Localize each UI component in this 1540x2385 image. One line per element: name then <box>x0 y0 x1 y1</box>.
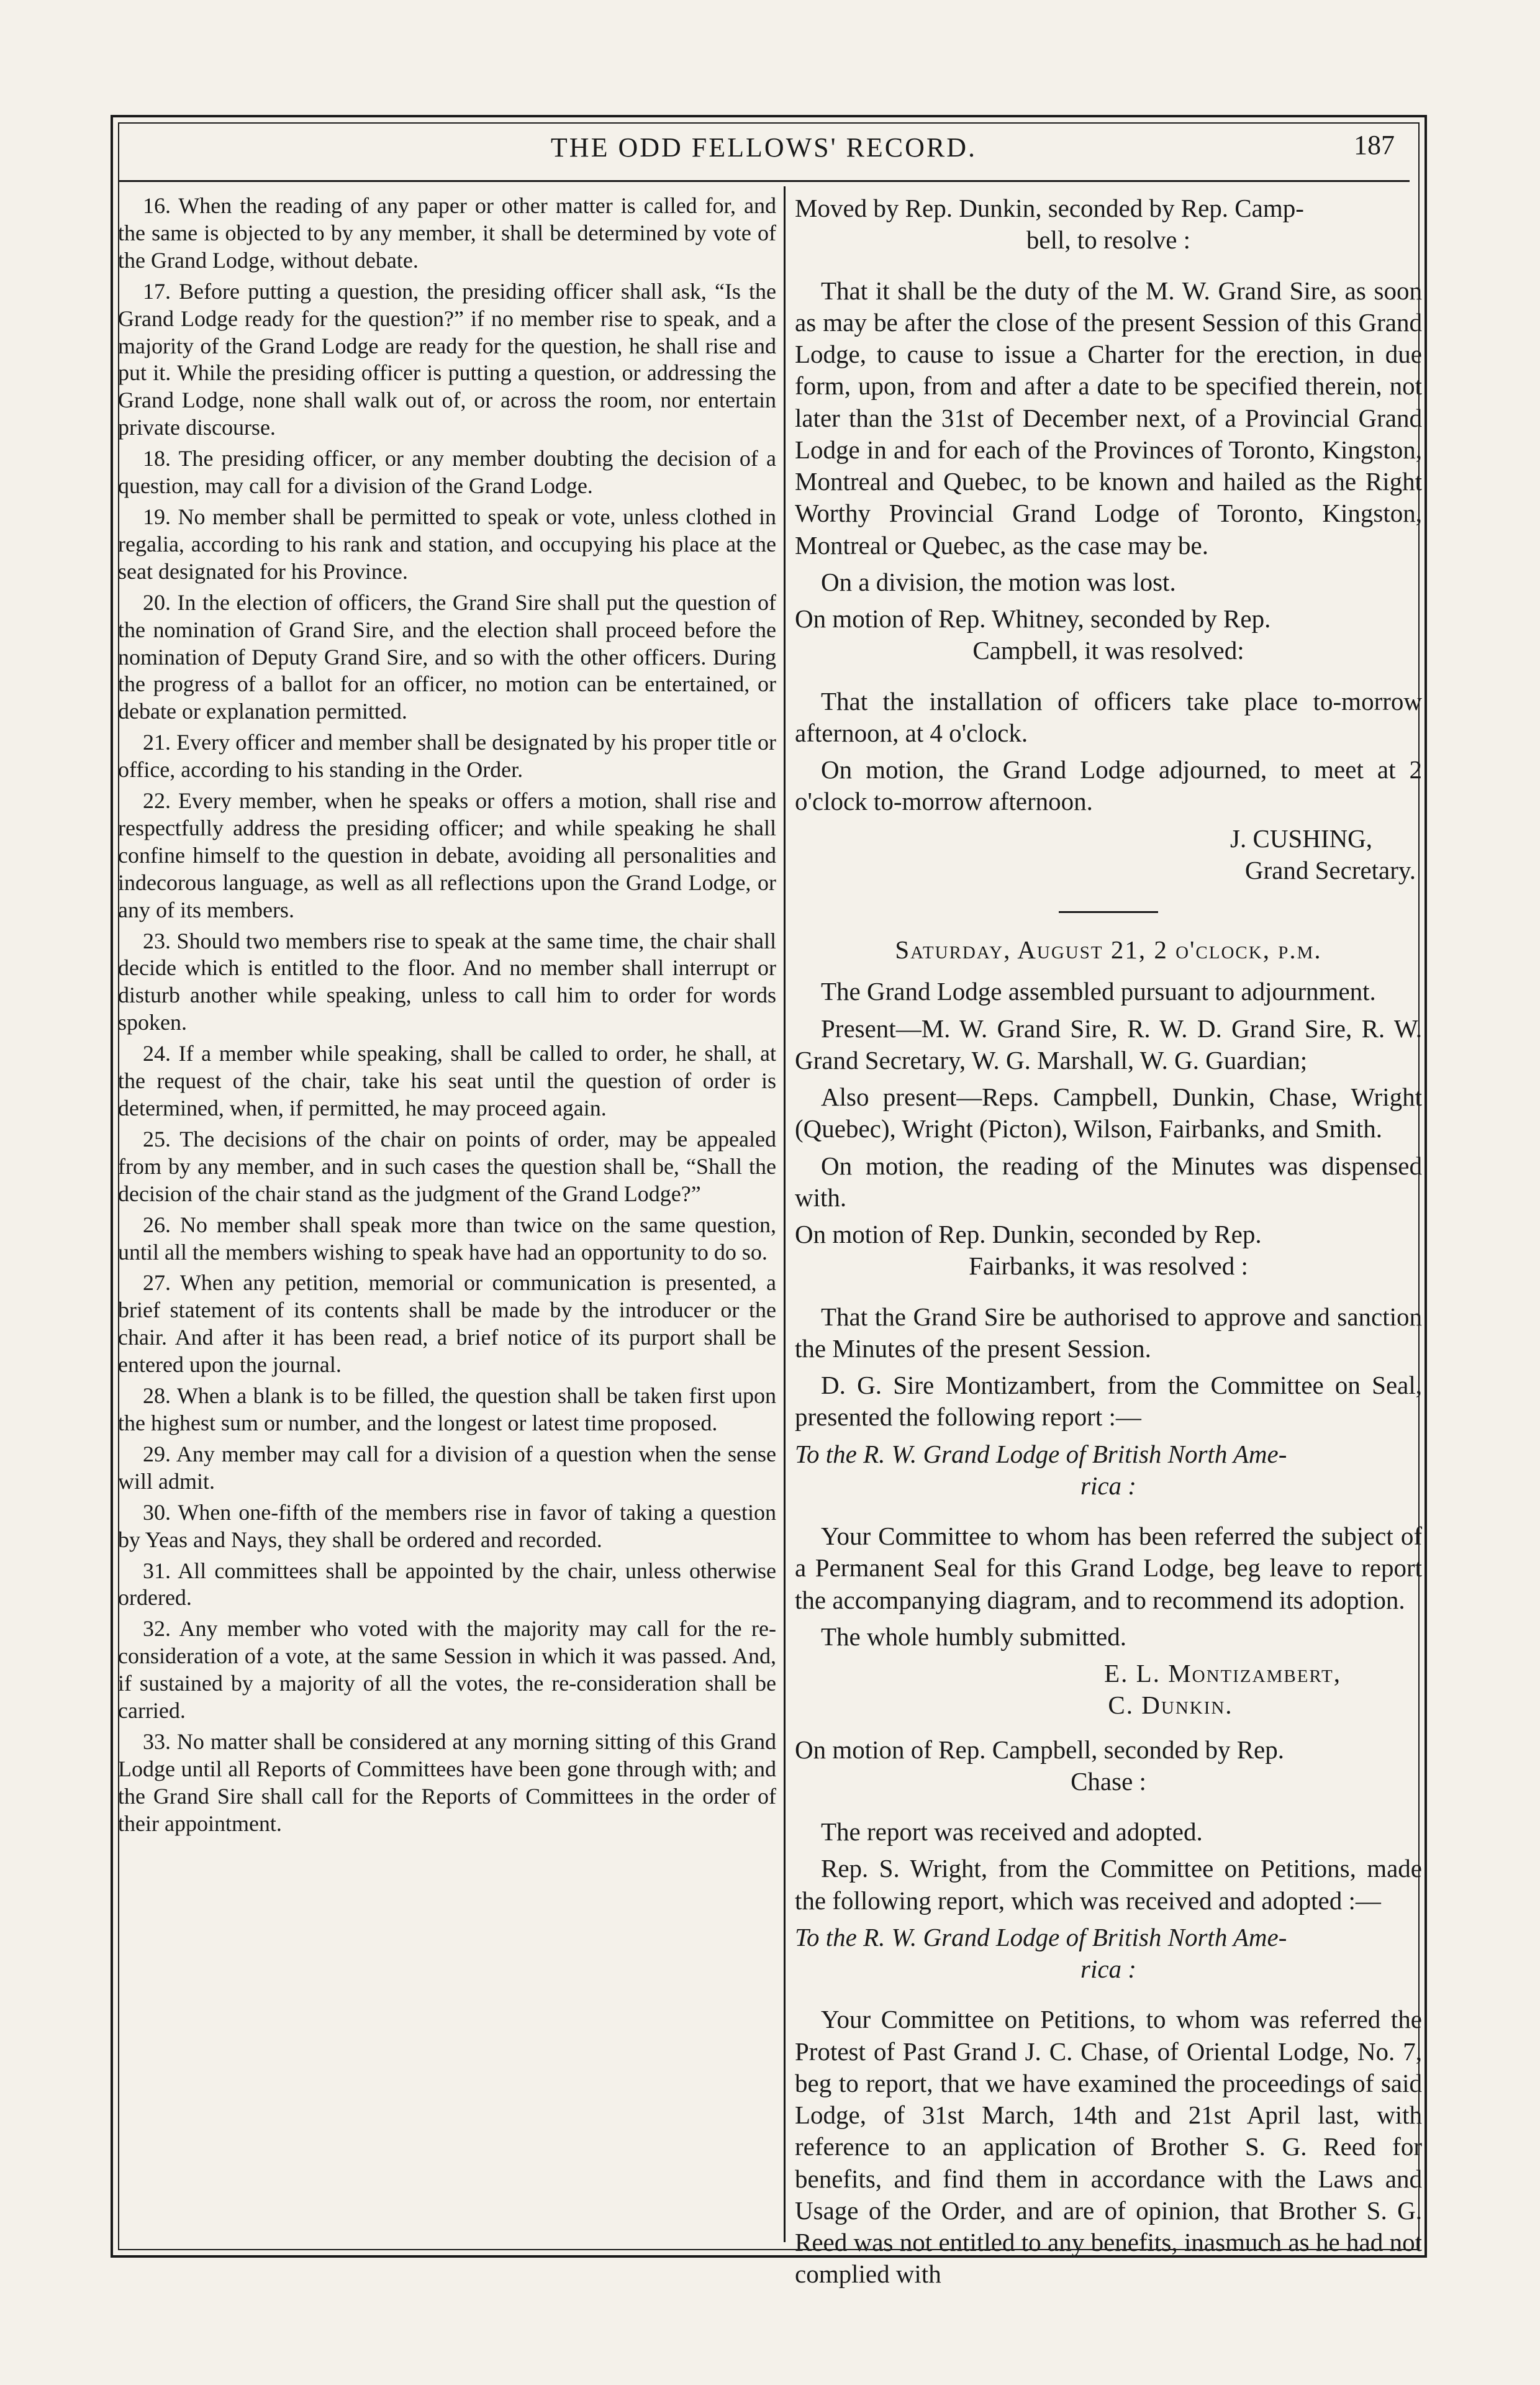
motion-line: On motion of Rep. Whitney, seconded by Rep. <box>795 604 1271 633</box>
rule-23: 23. Should two members rise to speak at the same time, the chair shall decide which is entitled to the floor. And no member shall interrupt or disturb another while speaking, unless to call him to order for words spoken. <box>118 928 776 1035</box>
motion-line-cont: Campbell, it was resolved: <box>972 636 1244 665</box>
division-text: On a division, the motion was lost. <box>821 567 1176 596</box>
left-column <box>118 193 776 1842</box>
right-column <box>795 193 1422 2296</box>
motion-line-cont: bell, to resolve : <box>1026 225 1191 255</box>
signature-name: E. L. Montizambert, <box>1104 1659 1341 1688</box>
submitted-text: The whole humbly submitted. <box>821 1622 1126 1651</box>
signature-title: Grand Secretary. <box>1244 855 1416 884</box>
rule-16: 16. When the reading of any paper or other matter is called for, and the same is objected to by any member, it shall be determined by vote of the Grand Lodge, without debate. <box>118 193 776 273</box>
rule-30: 30. When one-fifth of the members rise in favor of taking a question by Yeas and Nays, they shall be ordered and recorded. <box>118 1499 776 1552</box>
rule-18: 18. The presiding officer, or any member doubting the decision of a question, may call for a division of the Grand Lodge. <box>118 446 776 499</box>
page-number: 187 <box>1354 130 1395 160</box>
rule-31: 31. All committees shall be appointed by the chair, unless otherwise ordered. <box>118 1558 776 1610</box>
petitions-body-text: Your Committee on Petitions, to whom was referred the Protest of Past Grand J. C. Chase, of Oriental Lodge, No. 7, beg to report, that we have examined the proceedings of said Lodge, of 31st March, 14th and 21st April last, with reference to an application of Brother S. G. Reed for benefits, and find them in accordance with the Laws and Usage of the Order, and are of opinion, that Brother S. G. Reed was not entitled to any benefits, inasmuch as he had not complied with <box>795 2005 1422 2289</box>
seal-body-text: Your Committee to whom has been referred the subject of a Permanent Seal for this Grand Lodge, beg leave to report the accompanying diagram, and to recommend its adoption. <box>795 1522 1422 1614</box>
present-text: Present—M. W. Grand Sire, R. W. D. Grand Sire, R. W. Grand Secretary, W. G. Marshall, W. G. Guardian; <box>795 1014 1422 1074</box>
address-line: To the R. W. Grand Lodge of British North Ame- <box>795 1439 1287 1468</box>
motion-line: Moved by Rep. Dunkin, seconded by Rep. Camp- <box>795 194 1304 222</box>
resolution-text: That the Grand Sire be authorised to approve and sanction the Minutes of the present Session. <box>795 1302 1422 1363</box>
rule-25: 25. The decisions of the chair on points of order, may be appealed from by any member, and in such cases the question shall be, “Shall the decision of the chair stand as the judgment of the Grand Lodge?” <box>118 1126 776 1206</box>
minutes-text: On motion, the reading of the Minutes was dispensed with. <box>795 1151 1422 1212</box>
rule-22: 22. Every member, when he speaks or offers a motion, shall rise and respectfully address the presiding officer; and while speaking he shall confine himself to the question in debate, avoiding all personalities and indecorous language, as well as all reflections upon the Grand Lodge, or any of its members. <box>118 788 776 922</box>
rule-32: 32. Any member who voted with the majority may call for the re-consideration of a vote, at the same Session in which it was passed. And, if sustained by a majority of all the votes, the re-consideration shall be carried. <box>118 1616 776 1724</box>
assembled-text: The Grand Lodge assembled pursuant to adjournment. <box>821 977 1376 1006</box>
rule-17: 17. Before putting a question, the presiding officer shall ask, “Is the Grand Lodge ready for the question?” if no member rise to speak, and a majority of the Grand Lodge are ready for the question, he shall rise and put it. While the presiding officer is putting a question, or addressing the Grand Lodge, none shall walk out of, or across the room, nor entertain private discourse. <box>118 278 776 440</box>
adjourn-text: On motion, the Grand Lodge adjourned, to meet at 2 o'clock to-morrow afternoon. <box>795 755 1422 816</box>
rule-26: 26. No member shall speak more than twice on the same question, until all the members wishing to speak have had an opportunity to do so. <box>118 1212 776 1265</box>
rule-21: 21. Every officer and member shall be designated by his proper title or office, according to his standing in the Order. <box>118 730 776 783</box>
address-line-cont: rica : <box>1080 1471 1136 1500</box>
rule-29: 29. Any member may call for a division of a question when the sense will admit. <box>118 1441 776 1494</box>
resolution-text: That the installation of officers take place to-morrow afternoon, at 4 o'clock. <box>795 686 1422 747</box>
signature-name: C. Dunkin. <box>1108 1691 1233 1720</box>
rule-27: 27. When any petition, memorial or communication is presented, a brief statement of its contents shall be made by the introducer or the chair. And after it has been read, a brief notice of its purport shall be entered upon the journal. <box>118 1270 776 1378</box>
motion-line: On motion of Rep. Campbell, seconded by Rep. <box>795 1735 1284 1764</box>
address-line: To the R. W. Grand Lodge of British North Ame- <box>795 1922 1287 1951</box>
seal-report-text: D. G. Sire Montizambert, from the Committee on Seal, presented the following report :— <box>795 1371 1422 1432</box>
address-line-cont: rica : <box>1080 1955 1136 1983</box>
motion-line-cont: Chase : <box>1071 1766 1146 1796</box>
rule-20: 20. In the election of officers, the Grand Sire shall put the question of the nomination of Grand Sire, and the election shall proceed before the nomination of Deputy Grand Sire, and so with the other officers. During the progress of a ballot for an officer, no motion can be entertained, or debate or explanation permitted. <box>118 589 776 724</box>
column-rule <box>784 186 786 2242</box>
section-divider <box>1059 911 1158 913</box>
motion-line-cont: Fairbanks, it was resolved : <box>969 1252 1248 1281</box>
also-present-text: Also present—Reps. Campbell, Dunkin, Chase, Wright (Quebec), Wright (Picton), Wilson, Fairbanks, and Smith. <box>795 1083 1422 1143</box>
adopted-text: The report was received and adopted. <box>821 1817 1203 1846</box>
rule-33: 33. No matter shall be considered at any morning sitting of this Grand Lodge until all Reports of Committees have been gone through with; and the Grand Sire shall call for the Reports of Committees in the order of their appointment. <box>118 1729 776 1836</box>
petitions-text: Rep. S. Wright, from the Committee on Petitions, made the following report, which was received and adopted :— <box>795 1854 1422 1915</box>
signature-name: J. CUSHING, <box>1230 824 1372 853</box>
rule-19: 19. No member shall be permitted to speak or vote, unless clothed in regalia, according to his rank and station, and occupying his place at the seat designated for his Province. <box>118 504 776 584</box>
rule-24: 24. If a member while speaking, shall be called to order, he shall, at the request of the chair, take his seat until the question of order is determined, when, if permitted, he may proceed again. <box>118 1041 776 1120</box>
resolution-text: That it shall be the duty of the M. W. Grand Sire, as soon as may be after the close of the present Session of this Grand Lodge, to cause to issue a Charter for the erection, in due form, upon, from and after a date to be specified therein, not later than the 31st of December next, of a Provincial Grand Lodge in and for each of the Provinces of Toronto, Kingston, Montreal and Quebec, to be known and hailed as the Right Worthy Provincial Grand Lodge of Toronto, Kingston, Montreal or Quebec, as the case may be. <box>795 276 1422 560</box>
session-dateline: Saturday, August 21, 2 o'clock, p.m. <box>895 935 1322 964</box>
running-head <box>118 124 1410 182</box>
rule-28: 28. When a blank is to be filled, the question shall be taken first upon the highest sum or number, and the longest or latest time proposed. <box>118 1383 776 1435</box>
running-title: THE ODD FELLOWS' RECORD. <box>550 132 977 163</box>
motion-line: On motion of Rep. Dunkin, seconded by Rep. <box>795 1220 1262 1248</box>
